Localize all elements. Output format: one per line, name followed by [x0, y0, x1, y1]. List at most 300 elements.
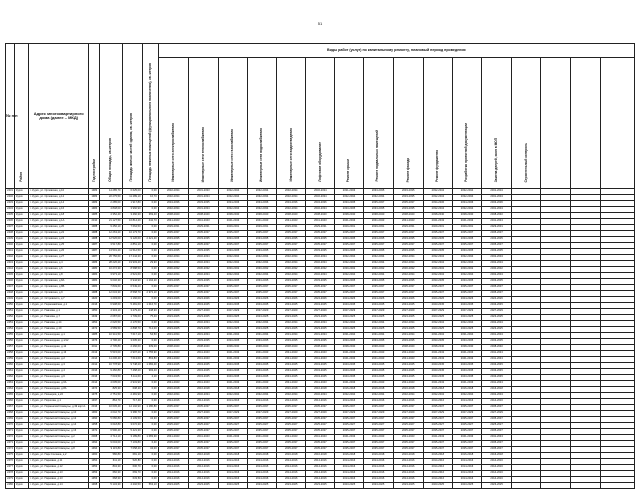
table-cell: 2014-2016 [363, 465, 393, 471]
table-cell: 2041-2043 [335, 351, 363, 357]
table-cell: 2041-2043 [482, 381, 512, 387]
table-cell: 2041-2043 [423, 435, 452, 441]
table-cell: г. Курск, ул. Парижской Коммуны, д.2 [29, 435, 89, 441]
table-cell: 2041-2043 [335, 381, 363, 387]
table-cell: 2041-2043 [248, 357, 277, 363]
table-cell: 2035-2037 [306, 429, 335, 435]
table-cell: 2032-2034 [277, 261, 306, 267]
table-cell: г. Курск, ул. Павлова, д.19 [29, 327, 89, 333]
table-cell: 2033-2035 [482, 237, 512, 243]
table-cell: 2014-2016 [277, 465, 306, 471]
table-cell: 2041-2043 [363, 381, 393, 387]
table-cell: 2032-2034 [306, 189, 335, 195]
table-header [6, 44, 635, 189]
table-cell: 2014-2016 [482, 399, 512, 405]
table-cell: 11 206,40 [100, 357, 122, 363]
header-construction-control: Строительный контроль [512, 58, 541, 189]
table-cell: Курск [15, 261, 29, 267]
table-cell: 2035-2037 [393, 231, 423, 237]
table-cell: 2 087,00 [100, 315, 122, 321]
table-cell: 2032-2034 [248, 189, 277, 195]
table-cell: 2016-2018 [423, 453, 452, 459]
table-cell: 2032-2034 [188, 321, 218, 327]
table-cell: 4 796,20 [100, 339, 122, 345]
table-cell: 2451 [6, 309, 15, 315]
table-cell: 2468 [6, 411, 15, 417]
table-cell: 2030-2032 [393, 267, 423, 273]
table-cell: 2035-2037 [423, 429, 452, 435]
table-cell: 2035-2037 [248, 285, 277, 291]
table-cell: 2016-2018 [423, 387, 452, 393]
table-cell: 2014-2016 [452, 399, 481, 405]
table-cell: 0,00 [142, 201, 158, 207]
table-cell: 2024-2026 [423, 297, 452, 303]
table-cell: 2043-2045 [188, 369, 218, 375]
table-cell: 2456 [6, 339, 15, 345]
table-cell [600, 483, 634, 489]
table-cell: 2043-2045 [423, 375, 452, 381]
table-cell: 2016-2018 [306, 387, 335, 393]
table-cell: 1994 [89, 447, 100, 453]
table-cell: 2031-2034 [188, 195, 218, 201]
table-cell: 2041-2043 [363, 351, 393, 357]
table-cell: г. Курск, ул. Пешеходная, д.1 [29, 333, 89, 339]
table-cell: 2032-2034 [423, 273, 452, 279]
table-cell: 2023-2025 [423, 327, 452, 333]
header-gas: Инженерные сети газоснабжения [218, 58, 247, 189]
table-cell: 2041-2043 [248, 381, 277, 387]
table-cell: 2032-2034 [218, 255, 247, 261]
table-cell: 4 005,00 [100, 381, 122, 387]
table-cell: 2032-2034 [423, 207, 452, 213]
table-cell: 0,00 [142, 225, 158, 231]
table-cell: Курск [15, 405, 29, 411]
table-cell: 2035-2037 [335, 243, 363, 249]
table-cell: 2041-2043 [482, 351, 512, 357]
table-cell: 2032-2034 [393, 261, 423, 267]
table-cell: 2032-2034 [363, 261, 393, 267]
table-cell: 2024-2026 [248, 297, 277, 303]
table-cell: 2027-2029 [306, 411, 335, 417]
table-cell: Курск [15, 345, 29, 351]
table-cell: 1 194,20 [142, 279, 158, 285]
table-cell: 2043-2045 [423, 369, 452, 375]
table-cell: Курск [15, 309, 29, 315]
table-cell: 2027-2029 [363, 411, 393, 417]
table-cell: 1950 [89, 309, 100, 315]
table-cell: 0,00 [142, 399, 158, 405]
table-cell: 2043-2045 [482, 375, 512, 381]
table-cell: 2031-2034 [188, 207, 218, 213]
table-cell: 2035-2037 [188, 429, 218, 435]
table-cell: 2035-2037 [393, 405, 423, 411]
table-cell: 2041-2043 [482, 219, 512, 225]
table-cell: 2043-2045 [158, 303, 188, 309]
table-cell: 2043-2045 [452, 303, 481, 309]
table-cell: 2023-2025 [452, 483, 481, 489]
table-cell: 1953 [89, 477, 100, 483]
table-cell: 2041-2043 [306, 219, 335, 225]
table-cell: 2043-2045 [335, 303, 363, 309]
table-cell: 2035-2037 [248, 405, 277, 411]
table-cell: 6,40 [142, 441, 158, 447]
table-cell: г. Курск, ул. Орловская, д.27 [29, 255, 89, 261]
table-cell: 2023-2025 [393, 315, 423, 321]
table-cell: 2041-2043 [158, 435, 188, 441]
table-cell: 2035-2037 [277, 429, 306, 435]
table-cell: 2035-2037 [188, 405, 218, 411]
table-cell: 0,00 [142, 267, 158, 273]
table-cell: 2442 [6, 255, 15, 261]
table-cell: 2016-2018 [248, 453, 277, 459]
table-cell: 369,40 [142, 213, 158, 219]
table-cell: 2434 [6, 207, 15, 213]
table-cell: 2030-2032 [158, 267, 188, 273]
table-cell: 2433 [6, 201, 15, 207]
table-cell: 2016-2018 [158, 453, 188, 459]
table-cell: 7 103,80 [122, 441, 142, 447]
table-cell: 2043-2045 [335, 375, 363, 381]
table-cell: 2029-2031 [363, 225, 393, 231]
table-cell: 6 625,00 [122, 189, 142, 195]
table-cell: г. Курск, ул. Павлова, д.14 [29, 321, 89, 327]
table-cell: 2034-2036 [248, 201, 277, 207]
table-cell: 2014-2016 [393, 399, 423, 405]
table-cell: 2014-2016 [482, 465, 512, 471]
table-cell: 2041-2043 [277, 351, 306, 357]
table-cell: 2035-2037 [248, 243, 277, 249]
table-cell: 2038-2040 [335, 213, 363, 219]
table-cell: 2032-2034 [335, 195, 363, 201]
table-cell: 2035-2037 [306, 285, 335, 291]
table-cell: 2033-2035 [306, 279, 335, 285]
table-cell: 2035-2037 [218, 417, 247, 423]
header-foundation: Ремонт фундамента [423, 58, 452, 189]
table-cell: г. Курск, ул. Орловская, д.8 [29, 273, 89, 279]
table-cell: Курск [15, 237, 29, 243]
table-cell: 2023-2025 [482, 483, 512, 489]
table-cell: 2030-2032 [335, 267, 363, 273]
table-cell: 2043-2045 [218, 369, 247, 375]
table-cell: 2033-2035 [335, 279, 363, 285]
table-cell: 2033-2035 [452, 279, 481, 285]
table-cell: 2041-2043 [452, 351, 481, 357]
table-cell: 2043-2045 [188, 303, 218, 309]
table-cell: 2014-2016 [423, 477, 452, 483]
table-cell: 1987 [89, 243, 100, 249]
table-cell: Курск [15, 435, 29, 441]
table-cell: 1980 [89, 267, 100, 273]
table-cell: 633,50 [122, 477, 142, 483]
table-cell: 2016-2018 [188, 453, 218, 459]
table-cell: 1975 [89, 393, 100, 399]
table-cell: 1 293,00 [100, 297, 122, 303]
table-cell: 8 568,70 [122, 291, 142, 297]
table-cell: 2041-2043 [363, 219, 393, 225]
table-cell: 2041-2043 [335, 219, 363, 225]
table-cell: 2038-2040 [452, 345, 481, 351]
header-living-area: Площадь жилых частей здания, кв. метров [122, 44, 142, 189]
table-cell: 2030-2032 [452, 267, 481, 273]
table-cell: 1976 [89, 339, 100, 345]
table-cell: 2038-2040 [393, 213, 423, 219]
table-cell: г. Курск, ул. Парижской Коммуны, д.12 [29, 417, 89, 423]
table-cell: 2041-2043 [393, 219, 423, 225]
table-cell: 2035-2037 [423, 417, 452, 423]
table-cell: 5 481,60 [122, 303, 142, 309]
table-cell: 2035-2037 [482, 447, 512, 453]
table-cell: 6 908,60 [100, 303, 122, 309]
table-cell: 2014-2016 [306, 399, 335, 405]
table-cell: 2023-2025 [158, 483, 188, 489]
table-cell: 2032-2034 [188, 393, 218, 399]
table-cell: 2014-2016 [188, 399, 218, 405]
table-cell: 2041-2043 [218, 219, 247, 225]
table-cell: 12 263,20 [100, 231, 122, 237]
table-cell: 2035-2037 [482, 441, 512, 447]
header-sewage: Инженерные сети водоотведения [277, 58, 306, 189]
table-cell: 1 082,40 [142, 363, 158, 369]
table-cell: 2043-2045 [306, 303, 335, 309]
table-cell: 1960 [89, 411, 100, 417]
table-cell: 2032-2034 [452, 393, 481, 399]
table-cell: 54,50 [142, 333, 158, 339]
table-cell: 2035-2037 [188, 243, 218, 249]
table-cell: 2014-2016 [158, 471, 188, 477]
table-cell: 2035-2037 [277, 243, 306, 249]
table-cell: 2016-2018 [335, 387, 363, 393]
table-cell: 2030-2032 [482, 267, 512, 273]
table-cell: 2027-2029 [248, 309, 277, 315]
table-cell: 3 618,80 [100, 423, 122, 429]
table-cell: 20 756,60 [100, 255, 122, 261]
table-cell: 2016-2018 [218, 387, 247, 393]
table-cell: 2034-2036 [277, 201, 306, 207]
table-cell: 1984 [89, 279, 100, 285]
table-cell: 10 272,30 [100, 267, 122, 273]
table-cell: 2035-2037 [248, 429, 277, 435]
table-cell: 4 042,70 [100, 411, 122, 417]
table-cell: 0,00 [142, 243, 158, 249]
table-cell: 2035-2037 [306, 231, 335, 237]
table-cell: 2041-2043 [393, 435, 423, 441]
table-cell: 2035-2037 [335, 441, 363, 447]
table-cell: 2023-2025 [363, 315, 393, 321]
header-empty-3 [600, 58, 634, 189]
table-cell: 2041-2043 [158, 357, 188, 363]
table-cell: 2023-2025 [248, 483, 277, 489]
table-cell: 2459 [6, 357, 15, 363]
table-cell: 2016-2018 [218, 453, 247, 459]
table-cell: 34,30 [142, 417, 158, 423]
table-cell: 2035-2037 [393, 243, 423, 249]
table-cell: Курск [15, 195, 29, 201]
table-cell: 2023-2025 [482, 327, 512, 333]
table-cell: 2035-2037 [482, 405, 512, 411]
table-cell: 2033-2035 [188, 279, 218, 285]
table-cell: 2035-2037 [423, 243, 452, 249]
table-cell: 2035-2037 [452, 405, 481, 411]
table-cell: 2033-2035 [188, 339, 218, 345]
table-cell: 10 645,40 [100, 405, 122, 411]
table-cell: 16 778,90 [100, 363, 122, 369]
table-cell: 5 686,80 [100, 417, 122, 423]
table-cell: 2023-2025 [335, 315, 363, 321]
table-cell: 2038-2040 [218, 213, 247, 219]
table-cell: 2016-2018 [277, 453, 306, 459]
table-cell: 2035-2037 [306, 417, 335, 423]
table-cell: 2029-2031 [248, 225, 277, 231]
table-cell: 2033-2035 [306, 237, 335, 243]
table-cell: 2041-2043 [158, 219, 188, 225]
table-cell: 2034-2036 [218, 201, 247, 207]
table-cell: г. Курск, ул. Пешеходная, д.3 [29, 363, 89, 369]
table-cell: 2032-2034 [218, 273, 247, 279]
table-cell: 2031-2034 [335, 333, 363, 339]
table-cell: 2032-2034 [248, 273, 277, 279]
table-cell: 2043-2045 [452, 369, 481, 375]
table-cell: 2033-2035 [248, 279, 277, 285]
table-cell: г. Курск, ул. Орловская, д.14 [29, 201, 89, 207]
table-cell: 2033-2035 [423, 279, 452, 285]
table-cell: 2033-2035 [277, 339, 306, 345]
table-cell: 2435 [6, 213, 15, 219]
table-cell: 2031-2034 [482, 333, 512, 339]
table-cell: 2469 [6, 417, 15, 423]
table-cell: Курск [15, 279, 29, 285]
table-cell: 2033-2035 [452, 237, 481, 243]
table-cell: 2014-2016 [188, 471, 218, 477]
table-cell: 669,70 [122, 471, 142, 477]
table-cell: 2033-2035 [306, 339, 335, 345]
header-empty-1 [541, 58, 571, 189]
table-cell: 2031-2034 [158, 333, 188, 339]
table-cell: 2014-2016 [248, 471, 277, 477]
table-cell: 1 083,30 [142, 435, 158, 441]
table-cell: 7 643,50 [100, 375, 122, 381]
table-cell: 2032-2034 [335, 273, 363, 279]
table-cell: 2035-2037 [188, 231, 218, 237]
table-cell: г. Курск, ул. Пешеходная, д.4 [29, 369, 89, 375]
table-cell: г. Курск, ул. Орловская, д.26 [29, 249, 89, 255]
table-cell: 2432 [6, 195, 15, 201]
table-cell: 2444 [6, 267, 15, 273]
table-cell: 2035-2037 [452, 243, 481, 249]
table-cell: 2032-2034 [452, 207, 481, 213]
table-cell: 1954 [89, 459, 100, 465]
table-cell: 2033-2035 [482, 279, 512, 285]
table-cell: Курск [15, 369, 29, 375]
table-cell: 2016-2018 [393, 453, 423, 459]
table-cell: 2027-2029 [335, 309, 363, 315]
table-cell: 2035-2037 [248, 447, 277, 453]
table-cell: 2035-2037 [335, 405, 363, 411]
table-cell: 2 972,10 [142, 291, 158, 297]
table-cell: 2035-2037 [158, 243, 188, 249]
table-cell: 1988 [89, 225, 100, 231]
table-cell: 2023-2025 [277, 327, 306, 333]
table-cell: 2027-2029 [277, 411, 306, 417]
table-cell: 2033-2035 [482, 249, 512, 255]
table-cell: 2032-2034 [277, 189, 306, 195]
table-cell: 2479 [6, 477, 15, 483]
table-cell: 2038-2040 [423, 213, 452, 219]
table-cell: 2032-2034 [452, 273, 481, 279]
table-cell: 2474 [6, 447, 15, 453]
table-cell: 2033-2035 [363, 237, 393, 243]
table-cell: 2029-2031 [277, 225, 306, 231]
table-cell: 2014-2016 [335, 465, 363, 471]
table-cell: 2032-2034 [363, 255, 393, 261]
table-cell: г. Курск, ул. Пешеходная, д.8А [29, 387, 89, 393]
table-cell: 2043-2045 [393, 303, 423, 309]
table-cell: 2024-2026 [393, 297, 423, 303]
table-cell: 2038-2040 [248, 345, 277, 351]
table-cell: г. Курск, ул. Орловская, д.24 [29, 237, 89, 243]
table-cell: Курск [15, 441, 29, 447]
table-cell: 2458 [6, 351, 15, 357]
table-cell: 2023-2025 [393, 327, 423, 333]
table-cell: 2014-2016 [363, 399, 393, 405]
table-cell: 2027-2029 [423, 309, 452, 315]
table-cell: 2014-2016 [393, 471, 423, 477]
table-cell: 712,00 [142, 327, 158, 333]
table-cell: 2041-2043 [218, 435, 247, 441]
table-cell: 2029-2031 [482, 225, 512, 231]
table-cell: 2032-2034 [335, 255, 363, 261]
table-cell: 4 343,10 [100, 309, 122, 315]
table-cell: 6 549,20 [122, 285, 142, 291]
table-cell: 2014-2016 [248, 477, 277, 483]
table-cell: 2035-2037 [482, 285, 512, 291]
table-cell: 2043-2045 [306, 375, 335, 381]
table-cell: 2032-2034 [335, 321, 363, 327]
table-cell: Курск [15, 189, 29, 195]
table-cell: 2032-2034 [248, 261, 277, 267]
table-cell: 0,00 [142, 411, 158, 417]
table-cell: 2035-2037 [393, 417, 423, 423]
header-water: Инженерные сети водоснабжения [248, 58, 277, 189]
table-cell: 6 111,60 [122, 375, 142, 381]
table-cell: 2038-2040 [363, 345, 393, 351]
table-cell: 2032-2034 [482, 261, 512, 267]
table-cell: 7 617,10 [122, 333, 142, 339]
table-cell: 2035-2037 [335, 231, 363, 237]
table-cell: 8 588,50 [122, 267, 142, 273]
table-cell: 12 034,30 [100, 291, 122, 297]
table-cell: 2035-2037 [218, 291, 247, 297]
table-cell: 2030-2032 [363, 267, 393, 273]
table-cell: 2033-2035 [218, 279, 247, 285]
table-cell: 2035-2037 [363, 291, 393, 297]
table-cell: 2041-2043 [248, 435, 277, 441]
table-cell: 2032-2034 [277, 321, 306, 327]
table-cell: 660,30 [100, 471, 122, 477]
table-cell: 1972 [89, 327, 100, 333]
table-cell: 2032-2034 [277, 255, 306, 261]
table-cell: 2014-2016 [482, 471, 512, 477]
table-cell: 2041-2043 [277, 435, 306, 441]
table-cell: 2462 [6, 375, 15, 381]
table-cell: 2014-2016 [158, 477, 188, 483]
table-cell: 2027-2029 [248, 411, 277, 417]
table-cell: 2032-2034 [452, 261, 481, 267]
table-cell: 2014-2016 [363, 459, 393, 465]
table-cell: 2033-2035 [218, 237, 247, 243]
table-cell: 2027-2029 [452, 411, 481, 417]
table-cell: 2035-2037 [306, 405, 335, 411]
table-cell: 2041-2043 [248, 219, 277, 225]
